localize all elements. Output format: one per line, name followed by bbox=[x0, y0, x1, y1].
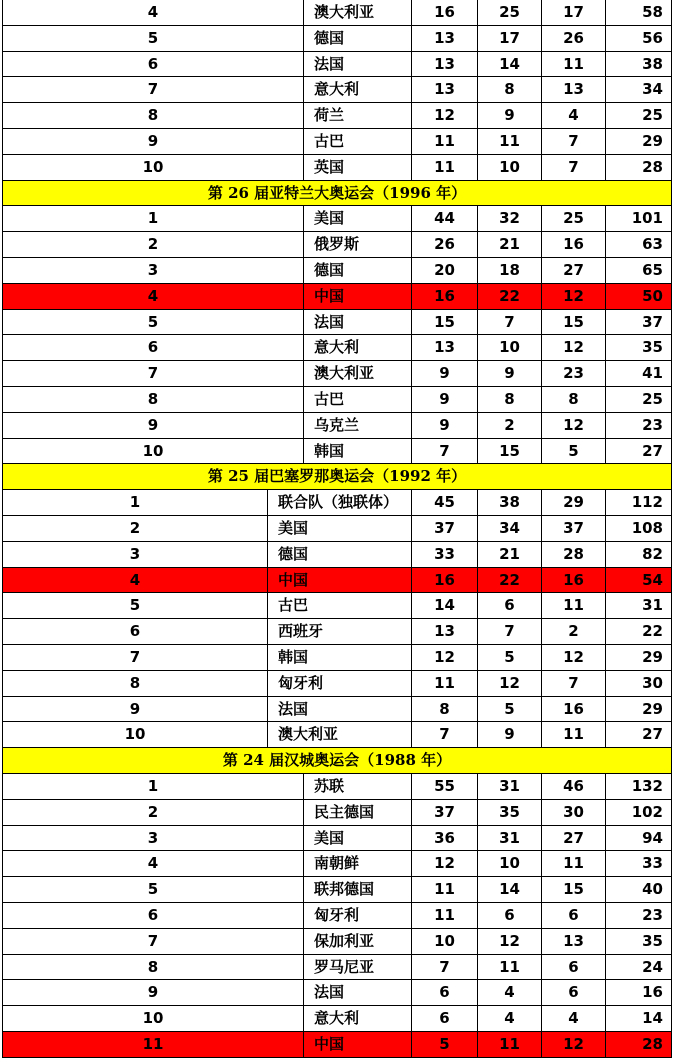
gold-cell: 20 bbox=[412, 258, 478, 284]
section-header bbox=[2, 748, 672, 774]
bronze-cell: 11 bbox=[542, 593, 606, 619]
total-cell: 14 bbox=[606, 1006, 672, 1032]
silver-cell: 12 bbox=[478, 671, 542, 697]
gold-cell: 13 bbox=[412, 619, 478, 645]
silver-cell: 22 bbox=[478, 568, 542, 594]
bronze-cell: 7 bbox=[542, 129, 606, 155]
country-cell: 韩国 bbox=[304, 439, 412, 465]
total-cell: 25 bbox=[606, 103, 672, 129]
gold-cell: 7 bbox=[412, 955, 478, 981]
gold-cell: 13 bbox=[412, 335, 478, 361]
bronze-cell: 28 bbox=[542, 542, 606, 568]
bronze-cell: 30 bbox=[542, 800, 606, 826]
rank-cell: 9 bbox=[2, 980, 304, 1006]
bronze-cell: 16 bbox=[542, 232, 606, 258]
bronze-cell: 4 bbox=[542, 103, 606, 129]
gold-cell: 15 bbox=[412, 310, 478, 336]
country-cell: 苏联 bbox=[304, 774, 412, 800]
rank-cell: 10 bbox=[2, 722, 268, 748]
gold-cell: 16 bbox=[412, 0, 478, 26]
country-cell: 法国 bbox=[304, 980, 412, 1006]
silver-cell: 10 bbox=[478, 335, 542, 361]
total-cell: 29 bbox=[606, 697, 672, 723]
table-row bbox=[2, 413, 672, 439]
country-cell: 联合队（独联体） bbox=[268, 490, 412, 516]
gold-cell: 11 bbox=[412, 129, 478, 155]
country-cell: 美国 bbox=[304, 826, 412, 852]
table-row bbox=[2, 697, 672, 723]
bronze-cell: 12 bbox=[542, 335, 606, 361]
country-cell: 韩国 bbox=[268, 645, 412, 671]
bronze-cell: 12 bbox=[542, 413, 606, 439]
table-row bbox=[2, 800, 672, 826]
rank-cell: 8 bbox=[2, 103, 304, 129]
country-cell: 乌克兰 bbox=[304, 413, 412, 439]
country-cell: 意大利 bbox=[304, 335, 412, 361]
bronze-cell: 4 bbox=[542, 1006, 606, 1032]
table-row bbox=[2, 129, 672, 155]
table-row bbox=[2, 232, 672, 258]
rank-cell: 5 bbox=[2, 877, 304, 903]
rank-cell: 3 bbox=[2, 258, 304, 284]
bronze-cell: 27 bbox=[542, 826, 606, 852]
silver-cell: 6 bbox=[478, 593, 542, 619]
silver-cell: 4 bbox=[478, 1006, 542, 1032]
total-cell: 56 bbox=[606, 26, 672, 52]
rank-cell: 9 bbox=[2, 697, 268, 723]
bronze-cell: 6 bbox=[542, 903, 606, 929]
table-row bbox=[2, 52, 672, 78]
gold-cell: 11 bbox=[412, 155, 478, 181]
silver-cell: 5 bbox=[478, 697, 542, 723]
rank-cell: 6 bbox=[2, 619, 268, 645]
rank-cell: 7 bbox=[2, 645, 268, 671]
bronze-cell: 25 bbox=[542, 206, 606, 232]
rank-cell: 8 bbox=[2, 671, 268, 697]
rank-cell: 4 bbox=[2, 851, 304, 877]
total-cell: 63 bbox=[606, 232, 672, 258]
total-cell: 22 bbox=[606, 619, 672, 645]
silver-cell: 8 bbox=[478, 77, 542, 103]
gold-cell: 10 bbox=[412, 929, 478, 955]
total-cell: 38 bbox=[606, 52, 672, 78]
gold-cell: 7 bbox=[412, 722, 478, 748]
silver-cell: 31 bbox=[478, 826, 542, 852]
section-header bbox=[2, 464, 672, 490]
rank-cell: 5 bbox=[2, 593, 268, 619]
total-cell: 102 bbox=[606, 800, 672, 826]
table-row bbox=[2, 103, 672, 129]
rank-cell: 7 bbox=[2, 929, 304, 955]
table-row bbox=[2, 155, 672, 181]
table-row bbox=[2, 387, 672, 413]
total-cell: 23 bbox=[606, 903, 672, 929]
bronze-cell: 2 bbox=[542, 619, 606, 645]
total-cell: 25 bbox=[606, 387, 672, 413]
bronze-cell: 23 bbox=[542, 361, 606, 387]
bronze-cell: 15 bbox=[542, 877, 606, 903]
table-row bbox=[2, 258, 672, 284]
total-cell: 35 bbox=[606, 929, 672, 955]
country-cell: 美国 bbox=[268, 516, 412, 542]
rank-cell: 10 bbox=[2, 1006, 304, 1032]
total-cell: 37 bbox=[606, 310, 672, 336]
gold-cell: 13 bbox=[412, 26, 478, 52]
gold-cell: 26 bbox=[412, 232, 478, 258]
total-cell: 28 bbox=[606, 155, 672, 181]
bronze-cell: 6 bbox=[542, 955, 606, 981]
country-cell: 中国 bbox=[304, 1032, 412, 1058]
country-cell: 古巴 bbox=[268, 593, 412, 619]
bronze-cell: 11 bbox=[542, 52, 606, 78]
gold-cell: 5 bbox=[412, 1032, 478, 1058]
gold-cell: 13 bbox=[412, 77, 478, 103]
country-cell: 德国 bbox=[304, 26, 412, 52]
bronze-cell: 7 bbox=[542, 671, 606, 697]
bronze-cell: 16 bbox=[542, 568, 606, 594]
country-cell: 德国 bbox=[304, 258, 412, 284]
country-cell: 俄罗斯 bbox=[304, 232, 412, 258]
gold-cell: 36 bbox=[412, 826, 478, 852]
rank-cell: 6 bbox=[2, 52, 304, 78]
total-cell: 65 bbox=[606, 258, 672, 284]
table-row bbox=[2, 593, 672, 619]
table-row bbox=[2, 0, 672, 26]
total-cell: 112 bbox=[606, 490, 672, 516]
table-row bbox=[2, 310, 672, 336]
table-row bbox=[2, 335, 672, 361]
silver-cell: 7 bbox=[478, 310, 542, 336]
bronze-cell: 13 bbox=[542, 77, 606, 103]
country-cell: 西班牙 bbox=[268, 619, 412, 645]
country-cell: 澳大利亚 bbox=[304, 361, 412, 387]
total-cell: 58 bbox=[606, 0, 672, 26]
rank-cell: 3 bbox=[2, 542, 268, 568]
silver-cell: 10 bbox=[478, 155, 542, 181]
total-cell: 50 bbox=[606, 284, 672, 310]
total-cell: 29 bbox=[606, 129, 672, 155]
silver-cell: 9 bbox=[478, 103, 542, 129]
silver-cell: 8 bbox=[478, 387, 542, 413]
silver-cell: 7 bbox=[478, 619, 542, 645]
rank-cell: 6 bbox=[2, 903, 304, 929]
country-cell: 法国 bbox=[304, 310, 412, 336]
silver-cell: 11 bbox=[478, 1032, 542, 1058]
gold-cell: 44 bbox=[412, 206, 478, 232]
country-cell: 法国 bbox=[304, 52, 412, 78]
country-cell: 罗马尼亚 bbox=[304, 955, 412, 981]
rank-cell: 9 bbox=[2, 413, 304, 439]
total-cell: 23 bbox=[606, 413, 672, 439]
gold-cell: 14 bbox=[412, 593, 478, 619]
table-row bbox=[2, 929, 672, 955]
country-cell: 匈牙利 bbox=[268, 671, 412, 697]
rank-cell: 8 bbox=[2, 387, 304, 413]
table-row-highlighted bbox=[2, 1032, 672, 1058]
bronze-cell: 46 bbox=[542, 774, 606, 800]
total-cell: 40 bbox=[606, 877, 672, 903]
rank-cell: 4 bbox=[2, 0, 304, 26]
rank-cell: 6 bbox=[2, 335, 304, 361]
silver-cell: 34 bbox=[478, 516, 542, 542]
bronze-cell: 6 bbox=[542, 980, 606, 1006]
section-title: 第 25 届巴塞罗那奥运会（1992 年） bbox=[2, 464, 672, 490]
rank-cell: 1 bbox=[2, 490, 268, 516]
rank-cell: 4 bbox=[2, 284, 304, 310]
gold-cell: 9 bbox=[412, 387, 478, 413]
total-cell: 27 bbox=[606, 439, 672, 465]
silver-cell: 5 bbox=[478, 645, 542, 671]
country-cell: 古巴 bbox=[304, 387, 412, 413]
table-row bbox=[2, 722, 672, 748]
country-cell: 民主德国 bbox=[304, 800, 412, 826]
bronze-cell: 13 bbox=[542, 929, 606, 955]
table-row bbox=[2, 851, 672, 877]
bronze-cell: 11 bbox=[542, 851, 606, 877]
total-cell: 27 bbox=[606, 722, 672, 748]
total-cell: 41 bbox=[606, 361, 672, 387]
gold-cell: 11 bbox=[412, 671, 478, 697]
table-row bbox=[2, 980, 672, 1006]
section-header bbox=[2, 181, 672, 207]
bronze-cell: 17 bbox=[542, 0, 606, 26]
silver-cell: 12 bbox=[478, 929, 542, 955]
section-title: 第 24 届汉城奥运会（1988 年） bbox=[2, 748, 672, 774]
silver-cell: 17 bbox=[478, 26, 542, 52]
table-row bbox=[2, 619, 672, 645]
gold-cell: 13 bbox=[412, 52, 478, 78]
total-cell: 29 bbox=[606, 645, 672, 671]
gold-cell: 11 bbox=[412, 903, 478, 929]
silver-cell: 2 bbox=[478, 413, 542, 439]
silver-cell: 10 bbox=[478, 851, 542, 877]
table-row bbox=[2, 774, 672, 800]
table-row bbox=[2, 439, 672, 465]
total-cell: 108 bbox=[606, 516, 672, 542]
country-cell: 联邦德国 bbox=[304, 877, 412, 903]
rank-cell: 10 bbox=[2, 439, 304, 465]
rank-cell: 2 bbox=[2, 800, 304, 826]
country-cell: 英国 bbox=[304, 155, 412, 181]
gold-cell: 8 bbox=[412, 697, 478, 723]
total-cell: 132 bbox=[606, 774, 672, 800]
gold-cell: 11 bbox=[412, 877, 478, 903]
country-cell: 澳大利亚 bbox=[268, 722, 412, 748]
rank-cell: 1 bbox=[2, 206, 304, 232]
country-cell: 荷兰 bbox=[304, 103, 412, 129]
table-row bbox=[2, 361, 672, 387]
silver-cell: 11 bbox=[478, 129, 542, 155]
country-cell: 美国 bbox=[304, 206, 412, 232]
rank-cell: 5 bbox=[2, 26, 304, 52]
gold-cell: 55 bbox=[412, 774, 478, 800]
country-cell: 保加利亚 bbox=[304, 929, 412, 955]
silver-cell: 14 bbox=[478, 877, 542, 903]
silver-cell: 38 bbox=[478, 490, 542, 516]
total-cell: 33 bbox=[606, 851, 672, 877]
rank-cell: 9 bbox=[2, 129, 304, 155]
country-cell: 意大利 bbox=[304, 77, 412, 103]
silver-cell: 11 bbox=[478, 955, 542, 981]
country-cell: 古巴 bbox=[304, 129, 412, 155]
total-cell: 35 bbox=[606, 335, 672, 361]
total-cell: 34 bbox=[606, 77, 672, 103]
bronze-cell: 29 bbox=[542, 490, 606, 516]
bronze-cell: 7 bbox=[542, 155, 606, 181]
bronze-cell: 12 bbox=[542, 1032, 606, 1058]
gold-cell: 16 bbox=[412, 284, 478, 310]
silver-cell: 6 bbox=[478, 903, 542, 929]
total-cell: 101 bbox=[606, 206, 672, 232]
total-cell: 28 bbox=[606, 1032, 672, 1058]
total-cell: 54 bbox=[606, 568, 672, 594]
total-cell: 24 bbox=[606, 955, 672, 981]
rank-cell: 1 bbox=[2, 774, 304, 800]
table-row bbox=[2, 645, 672, 671]
rank-cell: 11 bbox=[2, 1032, 304, 1058]
bronze-cell: 5 bbox=[542, 439, 606, 465]
gold-cell: 16 bbox=[412, 568, 478, 594]
rank-cell: 7 bbox=[2, 77, 304, 103]
silver-cell: 14 bbox=[478, 52, 542, 78]
silver-cell: 4 bbox=[478, 980, 542, 1006]
country-cell: 南朝鲜 bbox=[304, 851, 412, 877]
table-row bbox=[2, 490, 672, 516]
bronze-cell: 26 bbox=[542, 26, 606, 52]
rank-cell: 3 bbox=[2, 826, 304, 852]
table-row bbox=[2, 1006, 672, 1032]
gold-cell: 7 bbox=[412, 439, 478, 465]
country-cell: 澳大利亚 bbox=[304, 0, 412, 26]
silver-cell: 21 bbox=[478, 542, 542, 568]
gold-cell: 12 bbox=[412, 645, 478, 671]
table-row-highlighted bbox=[2, 568, 672, 594]
silver-cell: 31 bbox=[478, 774, 542, 800]
bronze-cell: 8 bbox=[542, 387, 606, 413]
rank-cell: 2 bbox=[2, 516, 268, 542]
rank-cell: 4 bbox=[2, 568, 268, 594]
bronze-cell: 11 bbox=[542, 722, 606, 748]
bronze-cell: 12 bbox=[542, 284, 606, 310]
silver-cell: 9 bbox=[478, 722, 542, 748]
bronze-cell: 37 bbox=[542, 516, 606, 542]
gold-cell: 45 bbox=[412, 490, 478, 516]
rank-cell: 8 bbox=[2, 955, 304, 981]
gold-cell: 37 bbox=[412, 516, 478, 542]
gold-cell: 6 bbox=[412, 980, 478, 1006]
table-row bbox=[2, 26, 672, 52]
table-row bbox=[2, 516, 672, 542]
table-row-highlighted bbox=[2, 284, 672, 310]
gold-cell: 9 bbox=[412, 413, 478, 439]
bronze-cell: 15 bbox=[542, 310, 606, 336]
silver-cell: 21 bbox=[478, 232, 542, 258]
table-row bbox=[2, 903, 672, 929]
silver-cell: 9 bbox=[478, 361, 542, 387]
gold-cell: 9 bbox=[412, 361, 478, 387]
table-row bbox=[2, 542, 672, 568]
gold-cell: 33 bbox=[412, 542, 478, 568]
total-cell: 16 bbox=[606, 980, 672, 1006]
country-cell: 意大利 bbox=[304, 1006, 412, 1032]
gold-cell: 6 bbox=[412, 1006, 478, 1032]
country-cell: 德国 bbox=[268, 542, 412, 568]
table-row bbox=[2, 955, 672, 981]
table-row bbox=[2, 77, 672, 103]
table-row bbox=[2, 826, 672, 852]
bronze-cell: 12 bbox=[542, 645, 606, 671]
country-cell: 中国 bbox=[268, 568, 412, 594]
table-row bbox=[2, 206, 672, 232]
table-row bbox=[2, 877, 672, 903]
total-cell: 82 bbox=[606, 542, 672, 568]
country-cell: 匈牙利 bbox=[304, 903, 412, 929]
bronze-cell: 27 bbox=[542, 258, 606, 284]
silver-cell: 15 bbox=[478, 439, 542, 465]
section-title: 第 26 届亚特兰大奥运会（1996 年） bbox=[2, 181, 672, 207]
rank-cell: 10 bbox=[2, 155, 304, 181]
silver-cell: 32 bbox=[478, 206, 542, 232]
silver-cell: 22 bbox=[478, 284, 542, 310]
country-cell: 法国 bbox=[268, 697, 412, 723]
silver-cell: 25 bbox=[478, 0, 542, 26]
gold-cell: 12 bbox=[412, 851, 478, 877]
silver-cell: 35 bbox=[478, 800, 542, 826]
rank-cell: 7 bbox=[2, 361, 304, 387]
silver-cell: 18 bbox=[478, 258, 542, 284]
total-cell: 31 bbox=[606, 593, 672, 619]
table-row bbox=[2, 671, 672, 697]
rank-cell: 2 bbox=[2, 232, 304, 258]
rank-cell: 5 bbox=[2, 310, 304, 336]
country-cell: 中国 bbox=[304, 284, 412, 310]
total-cell: 94 bbox=[606, 826, 672, 852]
total-cell: 30 bbox=[606, 671, 672, 697]
gold-cell: 37 bbox=[412, 800, 478, 826]
gold-cell: 12 bbox=[412, 103, 478, 129]
bronze-cell: 16 bbox=[542, 697, 606, 723]
